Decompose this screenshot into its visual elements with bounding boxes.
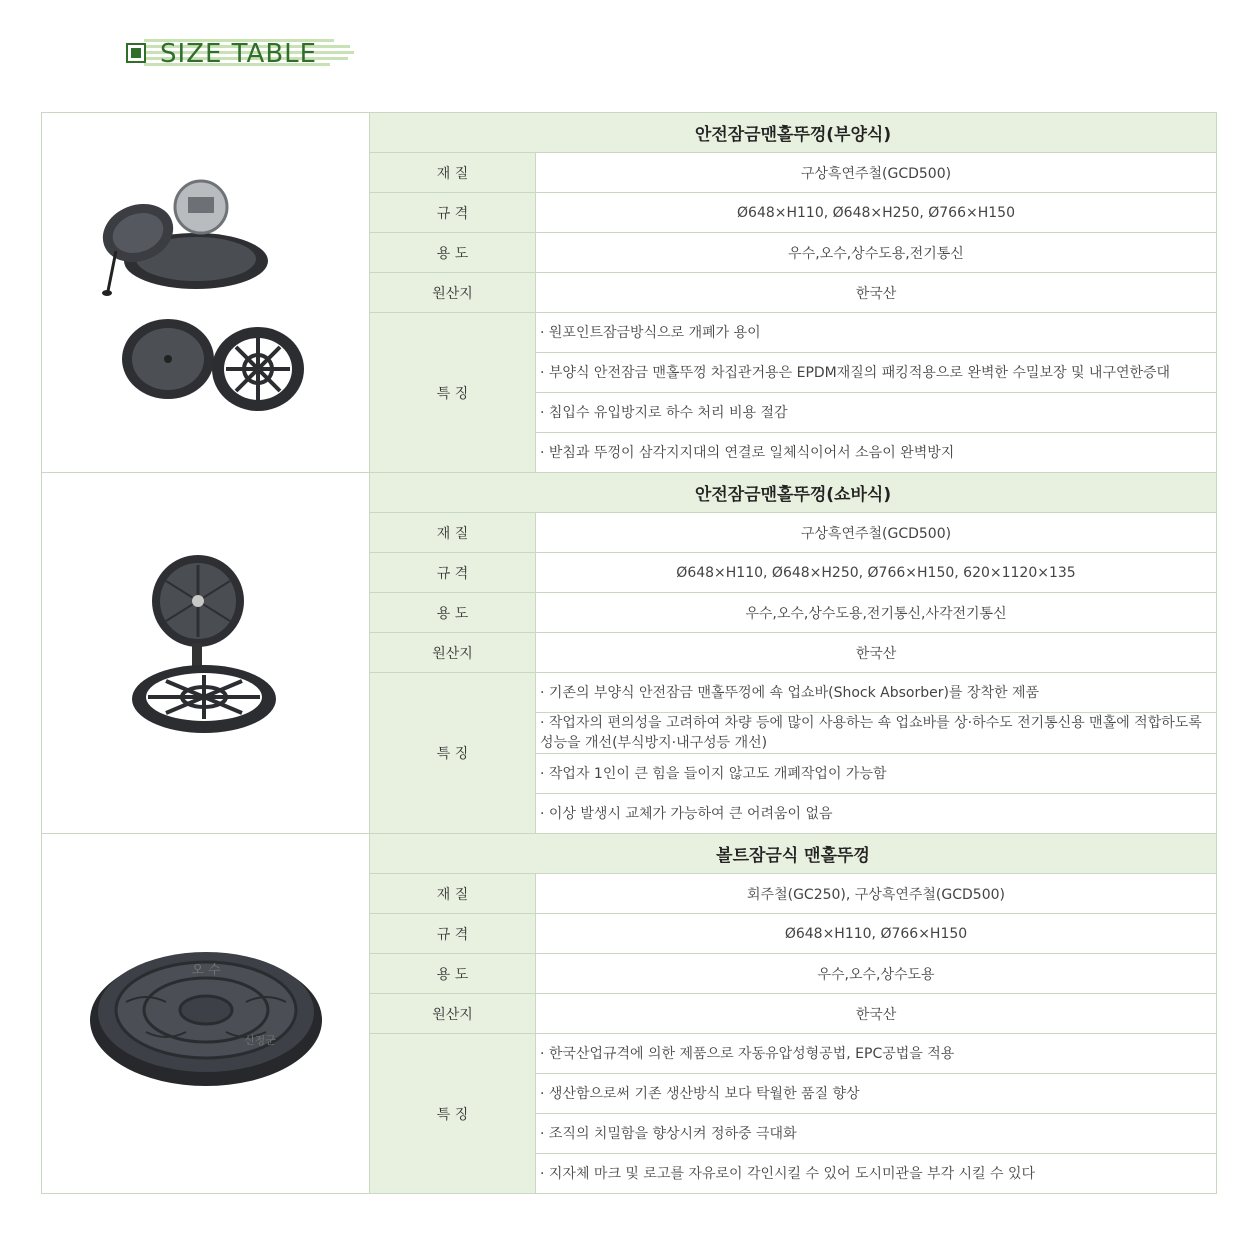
- product-image-cell: [42, 113, 370, 473]
- spec-label-origin: 원산지: [370, 633, 536, 673]
- feature-item: · 이상 발생시 교체가 가능하여 큰 어려움이 없음: [536, 794, 1217, 834]
- product-name: 볼트잠금식 맨홀뚜껑: [370, 834, 1217, 874]
- feature-item: · 기존의 부양식 안전잠금 맨홀뚜껑에 쇽 업쇼바(Shock Absorber)를 장착한 제품: [536, 673, 1217, 713]
- spec-label-origin: 원산지: [370, 273, 536, 313]
- spec-value-usage: 우수,오수,상수도용: [536, 954, 1217, 994]
- product-title-row: [42, 473, 1217, 513]
- feature-item: · 작업자의 편의성을 고려하여 차량 등에 많이 사용하는 쇽 업쇼바를 상·하수도 전기통신용 맨홀에 적합하도록 성능을 개선(부식방지·내구성등 개선): [536, 713, 1217, 754]
- features-label: 특 징: [370, 673, 536, 834]
- size-table-header: [124, 36, 354, 70]
- spec-label-material: 재 질: [370, 874, 536, 914]
- manhole-cover-bolt-type-image: [86, 932, 326, 1092]
- spec-value-size: Ø648×H110, Ø766×H150: [536, 914, 1217, 954]
- spec-value-material: 구상흑연주철(GCD500): [536, 153, 1217, 193]
- cover-top-text: 오 수: [191, 962, 221, 978]
- spec-value-size: Ø648×H110, Ø648×H250, Ø766×H150: [536, 193, 1217, 233]
- feature-item: · 침입수 유입방지로 하수 처리 비용 절감: [536, 393, 1217, 433]
- feature-item: · 받침과 뚜껑이 삼각지지대의 연결로 일체식이어서 소음이 완벽방지: [536, 433, 1217, 473]
- manhole-cover-shock-type-image: [126, 551, 286, 751]
- feature-item: · 조직의 치밀함을 향상시켜 정하중 극대화: [536, 1114, 1217, 1154]
- product-title-row: [42, 834, 1217, 874]
- square-bullet-icon: [126, 43, 146, 63]
- spec-table: [41, 112, 1217, 1194]
- spec-label-size: 규 격: [370, 553, 536, 593]
- product-name: 안전잠금맨홀뚜껑(쇼바식): [370, 473, 1217, 513]
- manhole-cover-float-type-image: [86, 141, 326, 441]
- spec-value-origin: 한국산: [536, 633, 1217, 673]
- spec-label-usage: 용 도: [370, 233, 536, 273]
- cover-bottom-text: 신정군: [244, 1033, 276, 1047]
- spec-label-usage: 용 도: [370, 954, 536, 994]
- spec-label-size: 규 격: [370, 914, 536, 954]
- features-label: 특 징: [370, 1034, 536, 1194]
- spec-value-material: 회주철(GC250), 구상흑연주철(GCD500): [536, 874, 1217, 914]
- spec-value-usage: 우수,오수,상수도용,전기통신: [536, 233, 1217, 273]
- product-name: 안전잠금맨홀뚜껑(부양식): [370, 113, 1217, 153]
- spec-value-origin: 한국산: [536, 994, 1217, 1034]
- product-image-cell: [42, 473, 370, 834]
- feature-item: · 작업자 1인이 큰 힘을 들이지 않고도 개폐작업이 가능함: [536, 754, 1217, 794]
- spec-label-material: 재 질: [370, 153, 536, 193]
- feature-item: · 생산함으로써 기존 생산방식 보다 탁월한 품질 향상: [536, 1074, 1217, 1114]
- product-title-row: [42, 113, 1217, 153]
- page-title: SIZE TABLE: [160, 39, 318, 69]
- spec-label-usage: 용 도: [370, 593, 536, 633]
- features-label: 특 징: [370, 313, 536, 473]
- spec-value-origin: 한국산: [536, 273, 1217, 313]
- feature-item: · 한국산업규격에 의한 제품으로 자동유압성형공법, EPC공법을 적용: [536, 1034, 1217, 1074]
- feature-item: · 원포인트잠금방식으로 개폐가 용이: [536, 313, 1217, 353]
- spec-label-origin: 원산지: [370, 994, 536, 1034]
- spec-value-size: Ø648×H110, Ø648×H250, Ø766×H150, 620×1120×135: [536, 553, 1217, 593]
- spec-label-size: 규 격: [370, 193, 536, 233]
- spec-value-usage: 우수,오수,상수도용,전기통신,사각전기통신: [536, 593, 1217, 633]
- product-image-cell: [42, 834, 370, 1194]
- spec-label-material: 재 질: [370, 513, 536, 553]
- feature-item: · 지자체 마크 및 로고를 자유로이 각인시킬 수 있어 도시미관을 부각 시킬 수 있다: [536, 1154, 1217, 1194]
- feature-item: · 부양식 안전잠금 맨홀뚜껑 차집관거용은 EPDM재질의 패킹적용으로 완벽한 수밀보장 및 내구연한증대: [536, 353, 1217, 393]
- spec-value-material: 구상흑연주철(GCD500): [536, 513, 1217, 553]
